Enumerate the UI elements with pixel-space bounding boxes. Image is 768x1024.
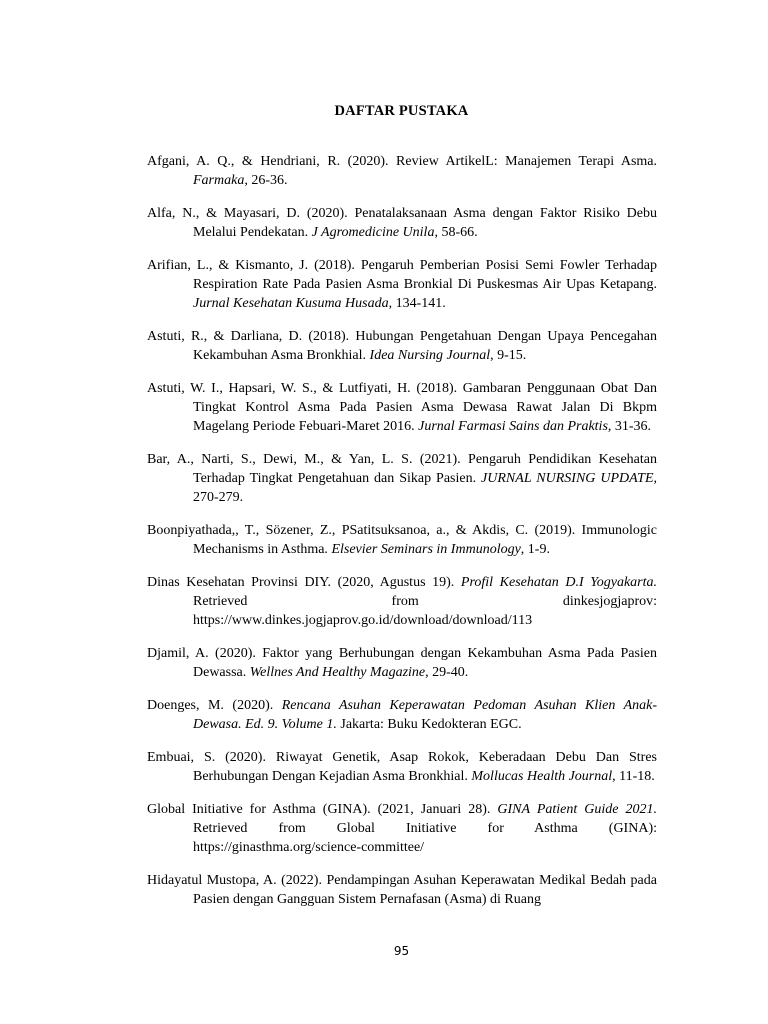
reference-source: Farmaka (193, 173, 245, 188)
reference-text: Djamil, A. (2020). Faktor yang Berhubungan dengan Kekambuhan Asma Pada Pasien Dewassa. (147, 646, 657, 680)
reference-item (147, 379, 657, 436)
reference-item (147, 644, 657, 682)
reference-tail: , 270-279. (193, 471, 657, 505)
reference-item (147, 748, 657, 786)
reference-source: J Agromedicine Unila (311, 225, 435, 240)
reference-tail: , 31-36. (607, 419, 652, 434)
reference-item (147, 573, 657, 630)
reference-text: Arifian, L., & Kismanto, J. (2018). Pengaruh Pemberian Posisi Semi Fowler Terhadap Respiration Rate Pada Pasien Asma Bronkial Di Puskesmas Air Upas Ketapang. (147, 258, 657, 292)
reference-tail: , 26-36. (244, 173, 288, 188)
reference-text: Boonpiyathada,, T., Sözener, Z., PSatitsuksanoa, a., & Akdis, C. (2019). Immunologic Mechanisms in Asthma. (147, 523, 657, 557)
reference-source: JURNAL NURSING UPDATE (481, 471, 654, 486)
reference-text: Afgani, A. Q., & Hendriani, R. (2020). Review ArtikelL: Manajemen Terapi Asma. (147, 154, 657, 169)
reference-tail: , 58-66. (434, 225, 478, 240)
reference-source: Wellnes And Healthy Magazine (249, 665, 426, 680)
reference-text: Embuai, S. (2020). Riwayat Genetik, Asap Rokok, Keberadaan Debu Dan Stres Berhubungan Dengan Kejadian Asma Bronkhial. (147, 750, 657, 784)
reference-source: Elsevier Seminars in Immunology (331, 542, 521, 557)
reference-item (147, 871, 657, 909)
reference-source: Mollucas Health Journal (471, 769, 613, 784)
reference-text: Astuti, R., & Darliana, D. (2018). Hubungan Pengetahuan Dengan Upaya Pencegahan Kekambuhan Asma Bronkhial. (147, 329, 657, 363)
reference-text: Global Initiative for Asthma (GINA). (2021, Januari 28). (147, 802, 498, 817)
reference-source: Jurnal Farmasi Sains dan Praktis (418, 419, 608, 434)
reference-source: Jurnal Kesehatan Kusuma Husada (193, 296, 389, 311)
reference-tail: , 9-15. (490, 348, 527, 363)
reference-item (147, 450, 657, 507)
reference-item (147, 152, 657, 190)
reference-item (147, 327, 657, 365)
reference-tail: , 134-141. (388, 296, 446, 311)
page-number: 95 (393, 944, 410, 958)
reference-source: GINA Patient Guide 2021. (497, 802, 657, 817)
reference-source: Rencana Asuhan Keperawatan Pedoman Asuhan Klien Anak-Dewasa. Ed. 9. Volume 1. (193, 698, 658, 732)
reference-source: Profil Kesehatan D.I Yogyakarta. (460, 575, 657, 590)
page-title: DAFTAR PUSTAKA (334, 103, 469, 119)
reference-text: Bar, A., Narti, S., Dewi, M., & Yan, L. S. (2021). Pengaruh Pendidikan Kesehatan Terhadap Tingkat Pengetahuan dan Sikap Pasien. (147, 452, 657, 486)
reference-tail: Retrieved from Global Initiative for Asthma (GINA): https://ginasthma.org/science-committee/ (193, 821, 657, 855)
reference-tail: , 1-9. (520, 542, 550, 557)
reference-item (147, 256, 657, 313)
reference-item (147, 800, 657, 857)
reference-tail: , 11-18. (612, 769, 655, 784)
reference-text: Dinas Kesehatan Provinsi DIY. (2020, Agustus 19). (147, 575, 461, 590)
reference-source: Idea Nursing Journal (369, 348, 491, 363)
reference-list (147, 152, 657, 909)
reference-item (147, 521, 657, 559)
reference-tail: , 29-40. (425, 665, 469, 680)
reference-text: Hidayatul Mustopa, A. (2022). Pendampingan Asuhan Keperawatan Medikal Bedah pada Pasien dengan Gangguan Sistem Pernafasan (Asma) di Ruang (147, 873, 657, 907)
reference-item (147, 696, 657, 734)
reference-tail: Jakarta: Buku Kedokteran EGC. (336, 717, 522, 732)
reference-text: Doenges, M. (2020). (147, 698, 282, 713)
reference-text: Astuti, W. I., Hapsari, W. S., & Lutfiyati, H. (2018). Gambaran Penggunaan Obat Dan Tingkat Kontrol Asma Pada Pasien Asma Dewasa Rawat Jalan Di Bkpm Magelang Periode Febuari-Maret 2016. (147, 381, 657, 434)
reference-text: Alfa, N., & Mayasari, D. (2020). Penatalaksanaan Asma dengan Faktor Risiko Debu Melalui Pendekatan. (147, 206, 657, 240)
reference-tail: Retrieved from dinkesjogjaprov: https://www.dinkes.jogjaprov.go.id/download/download/113 (193, 594, 657, 628)
reference-item (147, 204, 657, 242)
